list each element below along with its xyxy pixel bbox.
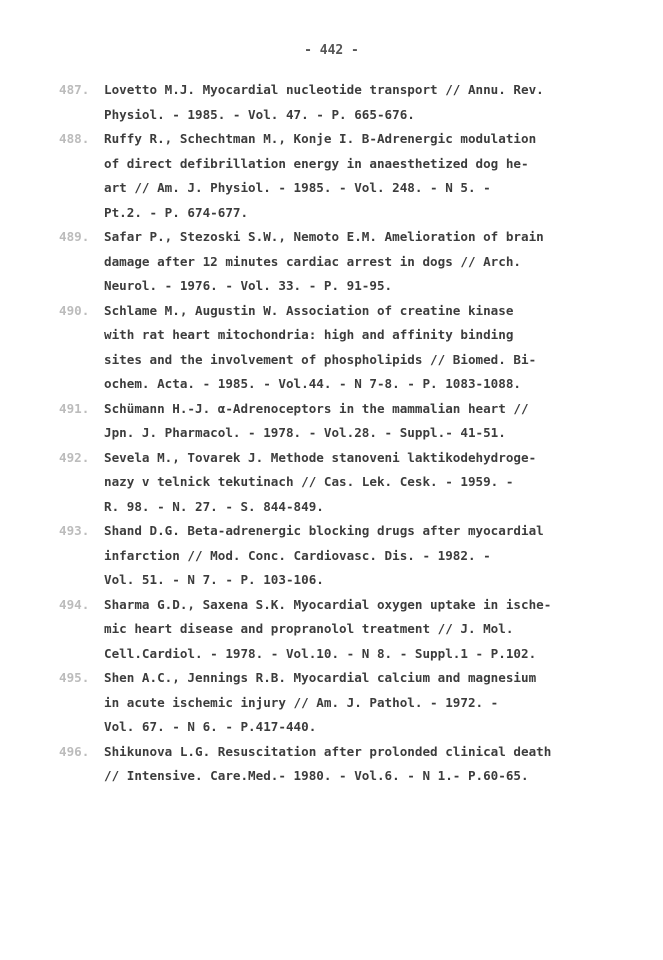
- reference-text-line: with rat heart mitochondria: high and affinity binding: [104, 327, 514, 342]
- reference-number: 488.: [59, 131, 90, 146]
- reference-item: [59, 299, 622, 397]
- reference-text-line: nazy v telnick tekutinach // Cas. Lek. Cesk. - 1959. -: [104, 474, 514, 489]
- reference-item: [59, 740, 622, 789]
- reference-text-line: Schlame M., Augustin W. Association of creatine kinase: [104, 302, 514, 318]
- reference-item: [59, 666, 622, 740]
- reference-text-line: of direct defibrillation energy in anaesthetized dog he-: [104, 155, 529, 171]
- reference-number: 491.: [59, 400, 90, 416]
- reference-item: [59, 446, 622, 520]
- reference-text-line: Vol. 67. - N 6. - P.417-440.: [104, 719, 317, 734]
- reference-text-line: Neurol. - 1976. - Vol. 33. - P. 91-95.: [104, 278, 393, 293]
- reference-text-line: damage after 12 minutes cardiac arrest in dogs // Arch.: [104, 253, 522, 269]
- reference-text-line: Sevela M., Tovarek J. Methode stanoveni laktikodehydroge-: [104, 449, 537, 465]
- reference-text-line: Vol. 51. - N 7. - P. 103-106.: [104, 572, 324, 587]
- reference-number: 496.: [59, 743, 90, 759]
- reference-text-line: sites and the involvement of phospholipids // Biomed. Bi-: [104, 351, 537, 367]
- reference-item: [59, 78, 622, 127]
- reference-item: [59, 397, 622, 446]
- reference-number: 492.: [59, 449, 90, 465]
- reference-list: [59, 78, 622, 789]
- reference-text-line: Jpn. J. Pharmacol. - 1978. - Vol.28. - Suppl.- 41-51.: [104, 425, 506, 440]
- reference-number: 495.: [59, 670, 90, 685]
- reference-text-line: infarction // Mod. Conc. Cardiovasc. Dis. - 1982. -: [104, 547, 491, 563]
- reference-text-line: Shen A.C., Jennings R.B. Myocardial calcium and magnesium: [104, 670, 537, 685]
- reference-text-line: art // Am. J. Physiol. - 1985. - Vol. 248. - N 5. -: [104, 180, 491, 195]
- reference-item: [59, 519, 622, 593]
- reference-text-line: Shikunova L.G. Resuscitation after prolonded clinical death: [104, 743, 552, 759]
- reference-text-line: Ruffy R., Schechtman M., Konje I. B-Adrenergic modulation: [104, 131, 537, 146]
- reference-number: 489.: [59, 229, 90, 244]
- reference-item: [59, 127, 622, 225]
- reference-number: 490.: [59, 302, 90, 318]
- reference-text-line: Physiol. - 1985. - Vol. 47. - P. 665-676.: [104, 106, 415, 122]
- reference-text-line: Pt.2. - P. 674-677.: [104, 204, 249, 220]
- reference-text-line: Lovetto M.J. Myocardial nucleotide transport // Annu. Rev.: [104, 82, 544, 97]
- reference-item: [59, 593, 622, 667]
- reference-text-line: Cell.Cardiol. - 1978. - Vol.10. - N 8. - Suppl.1 - P.102.: [104, 645, 537, 661]
- reference-text-line: in acute ischemic injury // Am. J. Pathol. - 1972. -: [104, 694, 499, 710]
- reference-text-line: Sharma G.D., Saxena S.K. Myocardial oxygen uptake in ische-: [104, 596, 552, 612]
- reference-number: 493.: [59, 523, 90, 538]
- reference-text-line: ochem. Acta. - 1985. - Vol.44. - N 7-8. - P. 1083-1088.: [104, 376, 522, 391]
- reference-text-line: Schümann H.-J. α-Adrenoceptors in the mammalian heart //: [104, 400, 529, 416]
- reference-text-line: Safar P., Stezoski S.W., Nemoto E.M. Amelioration of brain: [104, 229, 544, 244]
- reference-text-line: R. 98. - N. 27. - S. 844-849.: [104, 498, 324, 514]
- page-number: - 442 -: [304, 43, 359, 58]
- reference-item: [59, 225, 622, 299]
- reference-number: 487.: [59, 82, 90, 97]
- reference-text-line: Shand D.G. Beta-adrenergic blocking drugs after myocardial: [104, 523, 544, 538]
- reference-text-line: // Intensive. Care.Med.- 1980. - Vol.6. - N 1.- P.60-65.: [104, 768, 529, 783]
- reference-number: 494.: [59, 596, 90, 612]
- reference-text-line: mic heart disease and propranolol treatment // J. Mol.: [104, 621, 514, 636]
